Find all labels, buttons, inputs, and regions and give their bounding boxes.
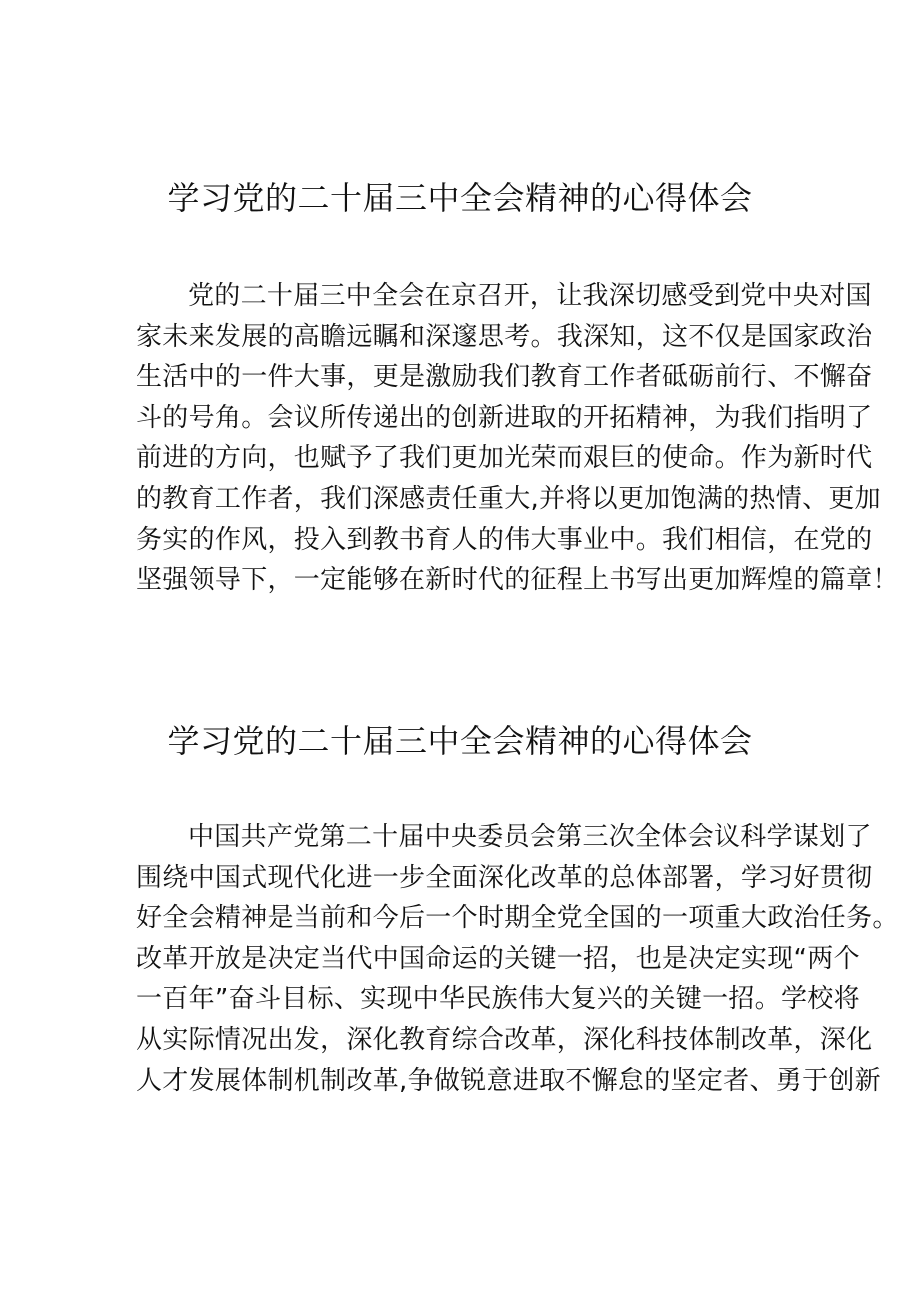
text-line: 家未来发展的高瞻远瞩和深邃思考。我深知，这不仅是国家政治 <box>136 321 873 352</box>
article-1-title: 学习党的二十届三中全会精神的心得体会 <box>167 179 753 217</box>
text-line: 一百年”奋斗目标、实现中华民族伟大复兴的关键一招。学校将 <box>136 984 860 1015</box>
text-line: 务实的作风，投入到教书育人的伟大事业中。我们相信，在党的 <box>136 524 873 555</box>
text-line: 围绕中国式现代化进一步全面深化改革的总体部署，学习好贯彻 <box>136 862 873 893</box>
text-line: 生活中的一件大事，更是激励我们教育工作者砥砺前行、不懈奋 <box>136 362 873 393</box>
article-2-title: 学习党的二十届三中全会精神的心得体会 <box>167 722 753 760</box>
text-line: 中国共产党第二十届中央委员会第三次全体会议科学谋划了 <box>188 822 872 852</box>
text-line: 的教育工作者，我们深感责任重大,并将以更加饱满的热情、更加 <box>136 483 881 514</box>
article-1-body <box>136 276 899 601</box>
text-line: 斗的号角。会议所传递出的创新进取的开拓精神，为我们指明了 <box>136 402 873 433</box>
text-line: 改革开放是决定当代中国命运的关键一招，也是决定实现“两个 <box>136 943 860 974</box>
text-line: 前进的方向，也赋予了我们更加光荣而艰巨的使命。作为新时代 <box>136 443 873 474</box>
article-2-body <box>136 817 899 1101</box>
text-line: 好全会精神是当前和今后一个时期全党全国的一项重大政治任务。 <box>136 903 899 934</box>
text-line: 坚强领导下，一定能够在新时代的征程上书写出更加辉煌的篇章！ <box>136 565 899 596</box>
text-line: 党的二十届三中全会在京召开，让我深切感受到党中央对国 <box>188 281 872 311</box>
text-line: 从实际情况出发，深化教育综合改革，深化科技体制改革，深化 <box>136 1024 873 1055</box>
text-line: 人才发展体制机制改革,争做锐意进取不懈怠的坚定者、勇于创新 <box>136 1065 881 1096</box>
